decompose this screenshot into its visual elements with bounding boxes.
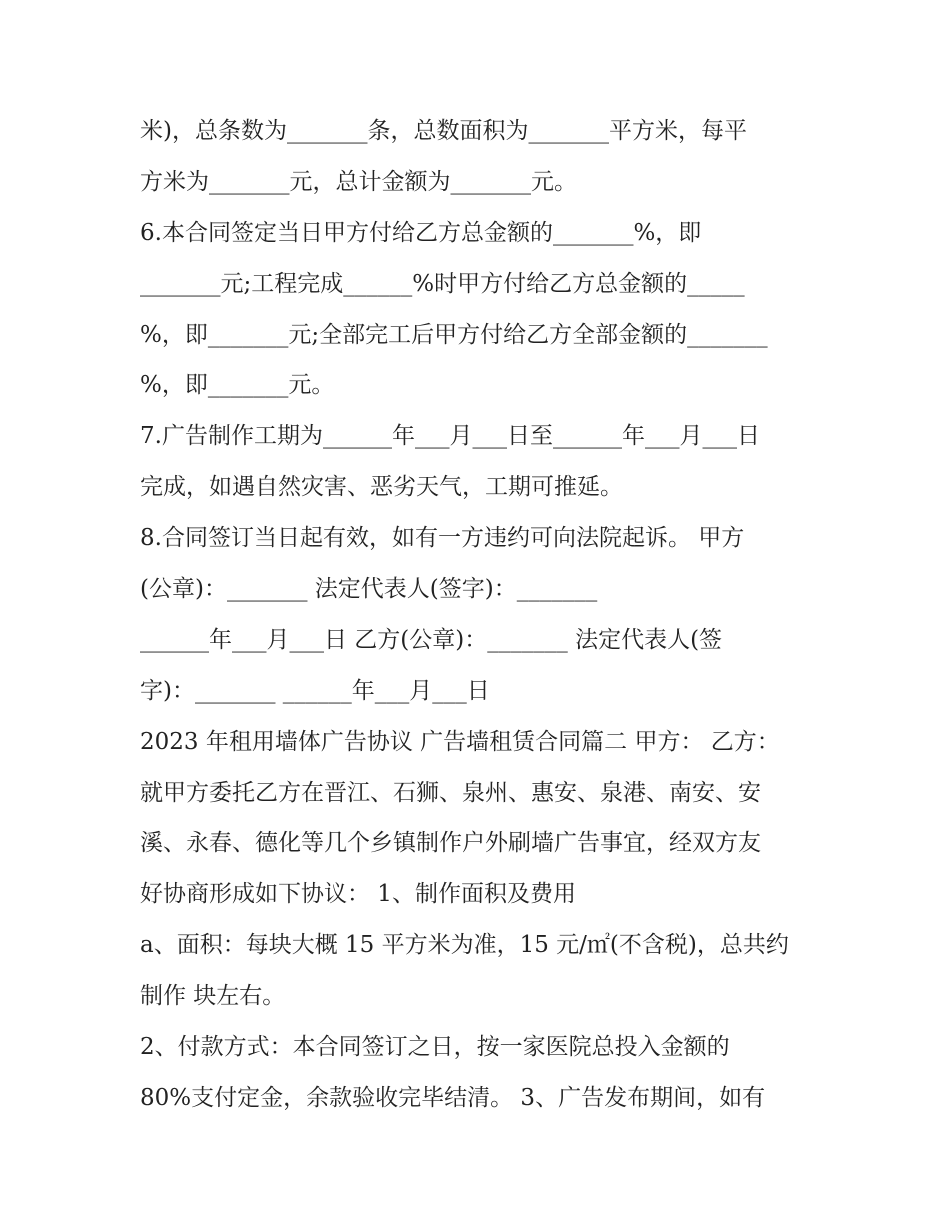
text-line: 2023 年租用墙体广告协议 广告墙租赁合同篇二 甲方： 乙方： [140,728,780,755]
text-line: %，即_______元;全部完工后甲方付给乙方全部金额的_______ [140,321,768,348]
text-line: 6.本合同签定当日甲方付给乙方总金额的_______%，即 [140,219,702,246]
text-line: 80%支付定金，余款验收完毕结清。 3、广告发布期间，如有 [140,1084,766,1111]
text-line: 完成，如遇自然灾害、恶劣天气，工期可推延。 [140,474,623,501]
text-line: 米)，总条数为_______条，总数面积为_______平方米，每平 [140,118,747,144]
text-line: 好协商形成如下协议： 1、制作面积及费用 [140,881,576,908]
text-line: 2、付款方式：本合同签订之日，按一家医院总投入金额的 [140,1034,730,1061]
text-line: (公章)：_______ 法定代表人(签字)：_______ [140,576,598,603]
text-line: a、面积：每块大概 15 平方米为准，15 元/㎡(不含税)，总共约 [140,932,789,959]
text-line: 就甲方委托乙方在晋江、石狮、泉州、惠安、泉港、南安、安 [140,779,761,806]
text-line: 溪、永春、德化等几个乡镇制作户外刷墙广告事宜，经双方友 [140,830,761,857]
text-line: 8.合同签订当日起有效，如有一方违约可向法院起诉。 甲方 [140,525,745,552]
text-line: 7.广告制作工期为______年___月___日至______年___月___日 [140,423,760,450]
text-line: ______年___月___日 乙方(公章)：_______ 法定代表人(签 [140,626,723,653]
text-line: 方米为_______元，总计金额为_______元。 [140,168,577,195]
text-line: 字)：_______ ______年___月___日 [140,677,490,704]
contract-text [140,106,820,1124]
text-line: 制作 块左右。 [140,983,286,1010]
text-line: _______元;工程完成______%时甲方付给乙方总金额的_____ [140,270,745,297]
text-line: %，即_______元。 [140,372,335,399]
